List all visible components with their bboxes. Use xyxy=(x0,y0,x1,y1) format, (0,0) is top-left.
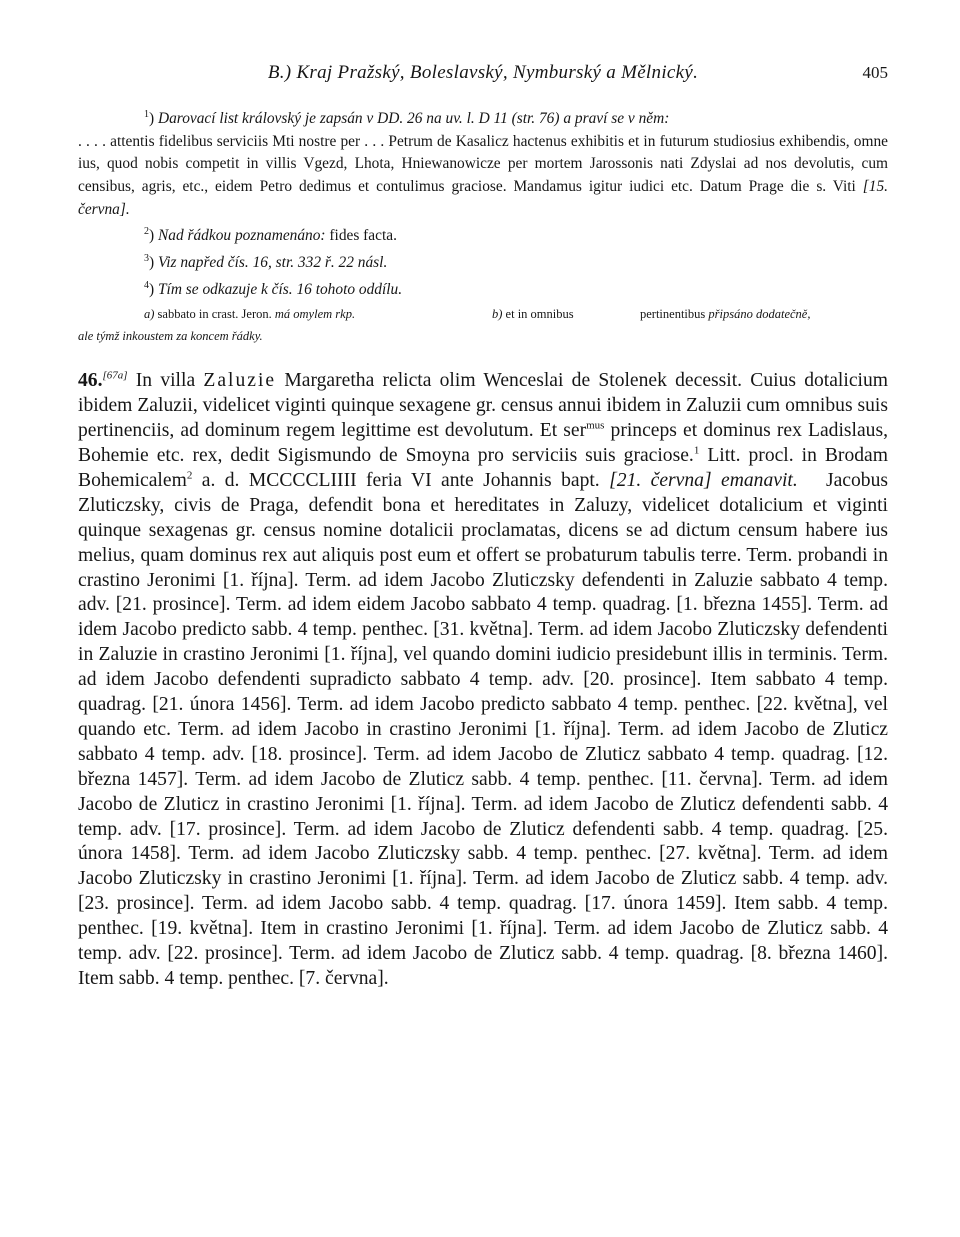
variant-text-b2: pertinentibus xyxy=(640,307,706,322)
running-header xyxy=(78,62,888,90)
variant-text-a: sabbato in crast. Jeron. xyxy=(157,307,272,322)
footnote-number: 1 xyxy=(144,109,149,120)
footnote-latin-text: . . . . attentis fidelibus serviciis Mti nostre per . . . Petrum de Kasalicz hactenus exhibitis et in futurum studiosius exhibendis, omne ius, quod nobis competit in villis Vgezd, Lhota, Hniewanowicze per mortem Jarossonis nati Zdyslai ad nos devolutis, cum censibus, agris, etc., eidem Petro dedimus et contulimus graciose. Mandamus igitur iudici etc. Datum Prage die s. Viti xyxy=(78,132,888,195)
footnote-label: Nad řádkou poznamenáno: xyxy=(157,227,326,245)
footnote-text: fides facta. xyxy=(329,227,397,245)
entry-text: a. d. MCCCCLIIII feria VI ante Johannis bapt. xyxy=(201,469,600,491)
footnote-date: [15. června]. xyxy=(78,177,888,218)
variant-comment-b2: ale týmž inkoustem za koncem řádky. xyxy=(78,329,263,344)
variant-note-a xyxy=(144,303,492,325)
running-title: B.) Kraj Pražský, Boleslavský, Nymburský a Mělnický. xyxy=(267,62,699,83)
entry-text: Litt. procl. in Brodam Bohemicalem xyxy=(78,444,888,491)
entry-date: [21. června] emanavit. xyxy=(609,469,798,491)
variant-comment-b: připsáno dodatečně, xyxy=(708,307,811,322)
variant-note-b xyxy=(492,303,640,325)
footnote-intro: Darovací list královský je zapsán v DD. 26 na uv. l. D 11 (str. 76) a praví se v něm: xyxy=(157,110,670,128)
entry-text: princeps et dominus rex Ladislaus, Bohemie etc. rex, dedit Sigismundo de Smoyna pro serviciis suis graciose. xyxy=(78,420,888,466)
footnote-4: $^4$) Tím se odkazuje k čís. 16 tohoto oddílu. xyxy=(144,279,403,298)
entry-paragraph xyxy=(78,369,888,992)
footnote-1: $^1$) Darovací list královský je zapsán v DD. 26 na uv. l. D 11 (str. 76) a praví se v něm: xyxy=(144,109,670,128)
village-name: Zaluzie xyxy=(203,370,277,392)
footnote-text: Tím se odkazuje k čís. 16 tohoto oddílu. xyxy=(157,280,403,298)
document-page xyxy=(78,62,888,992)
footnote-ref: 2 xyxy=(186,469,193,482)
footnote-text: Viz napřed čís. 16, str. 332 ř. 22 násl. xyxy=(157,253,388,271)
entry-body: Jacobus Zluticzsky, civis de Praga, defendit bona et hereditates in Zaluzy, videlicet dotalicium et viginti quinque sexagenas gr. census nomine dotalicii proclamatas, dicens se ad dictum censum habere ius melius, quam dominus rex aut aliquis post eum et offert se probaturum tabulis terre. Term. probandi in crastino Jeronimi [1. října]. Term. ad idem Jacobo Zluticzsky defendenti in Zaluzie sabbato 4 temp. adv. [21. prosince]. Term. ad idem eidem Jacobo sabbato 4 temp. quadrag. [1. března 1455]. Term. ad idem Jacobo predicto sabb. 4 temp. penthec. [31. května]. Term. ad idem Jacobo Zluticzsky defendenti in Zaluzie in crastino Jeronimi [1. října], vel quando domini iudicio presidebunt illis in terminis. Term. ad idem Jacobo defendenti supradicto sabbato 4 temp. adv. [20. prosince]. Item sabbato 4 temp. quadrag. [21. února 1456]. Term. ad idem Jacobo predicto sabbato 4 temp. penthec. [22. května], vel quando etc. Term. ad idem Jacobo in crastino Jeronimi [1. října]. Term. ad idem Jacobo de Zluticz sabbato 4 temp. adv. [18. prosince]. Term. ad idem Jacobo de Zluticz sabbato 4 temp. quadrag. [12. března 1457]. Term. ad idem Jacobo de Zluticz sabb. 4 temp. penthec. [11. června]. Term. ad idem Jacobo de Zluticz in crastino Jeronimi [1. října]. Term. ad idem Jacobo de Zluticz defendenti sabb. 4 temp. adv. [17. prosince]. Term. ad idem Jacobo de Zluticz defendenti sabb. 4 temp. quadrag. [25. února 1458]. Term. ad idem Jacobo Zluticzsky sabb. 4 temp. penthec. [27. května]. Term. ad idem Jacobo Zluticzsky in crastino Jeronimi [1. října]. Term. ad idem Jacobo de Zluticz sabb. 4 temp. adv. [23. prosince]. Term. ad idem Jacobo sabb. 4 temp. quadrag. [17. února 1459]. Item sabb. 4 temp. penthec. [19. května]. Item in crastino Jeronimi [1. října]. Term. ad idem Jacobo de Zluticz sabb. 4 temp. adv. [22. prosince]. Term. ad idem Jacobo de Zluticz sabb. 4 temp. quadrag. [8. března 1460]. Item sabb. 4 temp. penthec. [7. června]. xyxy=(78,469,889,989)
footnote-number: 2 xyxy=(144,226,149,238)
footnote-3: $^3$) Viz napřed čís. 16, str. 332 ř. 22 násl. xyxy=(144,252,388,271)
main-entry xyxy=(78,369,888,992)
variant-comment-a: má omylem rkp. xyxy=(274,307,356,322)
footnotes-block xyxy=(78,104,888,301)
footnote-number: 4 xyxy=(144,279,149,291)
footnote-2: $^2$) Nad řádkou poznamenáno: fides facta. xyxy=(144,226,397,245)
abbrev-superscript: mus xyxy=(586,419,605,432)
manuscript-ref: [67a] xyxy=(102,369,128,382)
page-number: 405 xyxy=(862,63,888,82)
variant-mark-b: b) xyxy=(492,307,503,322)
variant-note-b-cont xyxy=(640,303,810,325)
variant-notes xyxy=(78,303,888,347)
footnote-ref: 1 xyxy=(693,444,700,457)
variant-notes-row xyxy=(78,303,888,325)
variant-text-b: et in omnibus xyxy=(505,307,574,322)
entry-number: 46. xyxy=(78,370,103,392)
entry-text: Margaretha relicta olim Wenceslai de Stolenek decessit. Cuius dotalicium ibidem Zaluzii, videlicet viginti quinque sexagene gr. census annui ibidem in Zaluzii cum omnibus suis pertinenciis, ad dominum regem legittime est devolutum. Et ser xyxy=(78,370,889,442)
variant-mark-a: a) xyxy=(144,307,155,322)
footnote-number: 3 xyxy=(144,252,149,264)
entry-text: In villa xyxy=(135,370,196,392)
footnote-1-text xyxy=(78,131,888,221)
